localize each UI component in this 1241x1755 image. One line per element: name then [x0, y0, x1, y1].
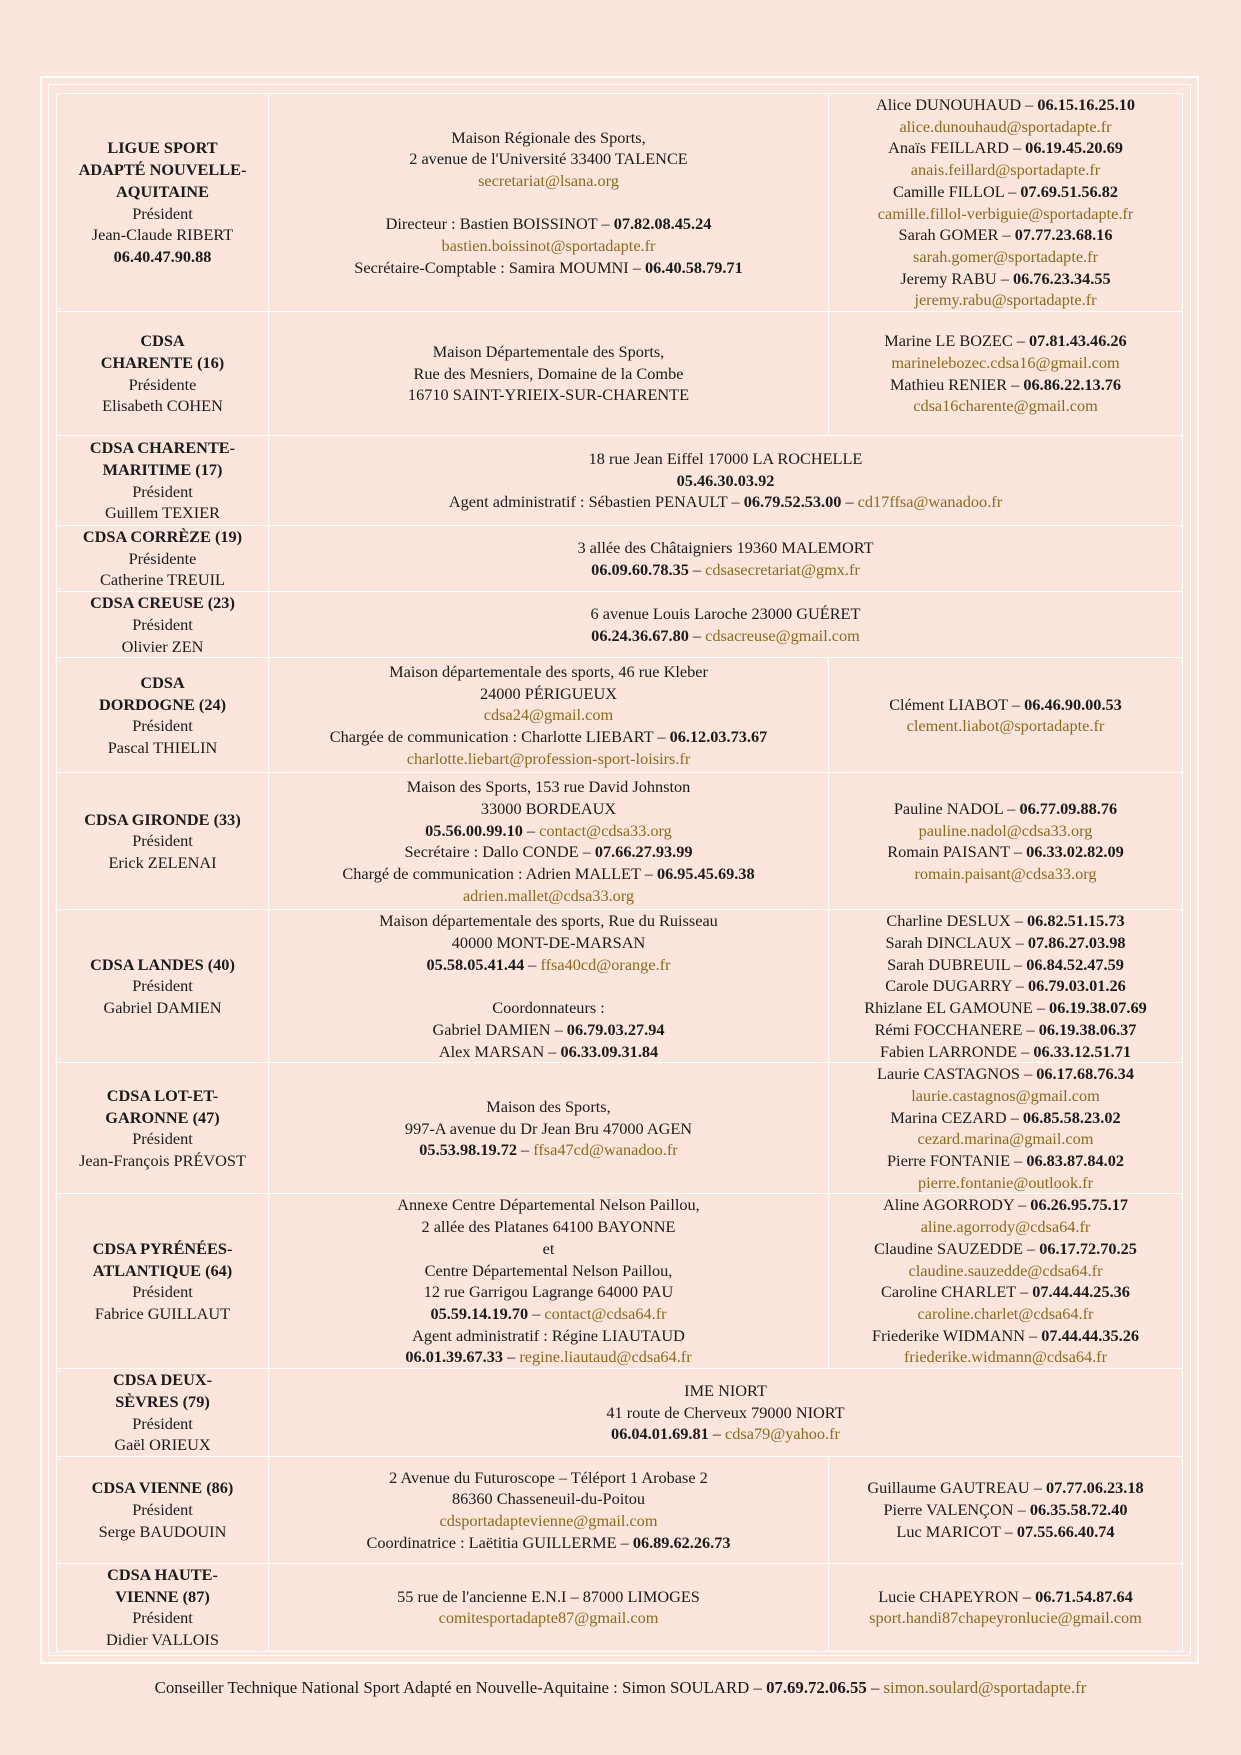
separator: –	[841, 492, 858, 512]
email-link[interactable]: cd17ffsa@wanadoo.fr	[857, 492, 1003, 512]
address-line: Maison départementale des sports, 46 rue Kleber	[389, 661, 708, 681]
contact-name: Pauline NADOL –	[893, 798, 1020, 818]
comm-phone: 06.12.03.73.67	[669, 727, 768, 747]
org-name: SÈVRES (79)	[115, 1391, 210, 1411]
phone: 05.59.14.19.70	[430, 1303, 529, 1323]
org-name: ATLANTIQUE (64)	[92, 1260, 233, 1280]
contacts-cell	[829, 1563, 1183, 1651]
role: Président	[132, 1500, 193, 1520]
contact-phone: 06.46.90.00.53	[1024, 694, 1122, 714]
contacts-cell	[829, 910, 1183, 1063]
email-link[interactable]: pierre.fontanie@outlook.fr	[917, 1172, 1094, 1192]
phone: 05.46.30.03.92	[676, 470, 775, 490]
separator: –	[708, 1424, 726, 1444]
contact-phone: 07.44.44.35.26	[1041, 1325, 1139, 1345]
address-cell	[269, 1194, 829, 1369]
org-name: CDSA CORRÈZE (19)	[82, 527, 243, 547]
contact-phone: 06.17.72.70.25	[1039, 1238, 1137, 1258]
email-link[interactable]: regine.liautaud@cdsa64.fr	[519, 1347, 692, 1367]
org-name: AQUITAINE	[116, 181, 209, 201]
org-name: VIENNE (87)	[115, 1586, 210, 1606]
phone: 06.04.01.69.81	[611, 1424, 709, 1444]
org-name: LIGUE SPORT	[107, 138, 218, 158]
role: Président	[132, 1608, 193, 1628]
separator: –	[866, 1678, 884, 1697]
contacts-cell	[829, 312, 1183, 436]
footer-advisor	[0, 1678, 1241, 1698]
contact-name: Friederike WIDMANN –	[872, 1325, 1042, 1345]
address-line: 24000 PÉRIGUEUX	[479, 683, 618, 703]
contact-name: Alice DUNOUHAUD –	[875, 95, 1038, 114]
phone: 05.58.05.41.44	[426, 954, 525, 974]
address-line: 41 route de Cherveux 79000 NIORT	[606, 1402, 845, 1422]
contact-name: Romain PAISANT –	[887, 842, 1027, 862]
table-row	[57, 1563, 1183, 1651]
contact-name: Caroline CHARLET –	[881, 1282, 1033, 1302]
role: Président	[132, 1413, 193, 1433]
org-name: CDSA CREUSE (23)	[90, 593, 235, 613]
email-link[interactable]: simon.soulard@sportadapte.fr	[883, 1678, 1087, 1697]
address-line: et	[542, 1238, 555, 1258]
contact-phone: 07.69.51.56.82	[1020, 181, 1119, 201]
org-name: ADAPTÉ NOUVELLE-	[78, 160, 247, 180]
email-link[interactable]: ffsa47cd@wanadoo.fr	[533, 1140, 678, 1160]
org-cell	[57, 1194, 269, 1369]
address-cell	[269, 658, 829, 773]
contact-name: Luc MARICOT –	[896, 1521, 1017, 1541]
org-name: GARONNE (47)	[105, 1107, 220, 1127]
contact-name: Marine LE BOZEC –	[884, 331, 1029, 351]
email-link[interactable]: cezard.marina@gmail.com	[917, 1129, 1094, 1149]
contact-name: Marina CEZARD –	[890, 1107, 1023, 1127]
email-link[interactable]: clement.liabot@sportadapte.fr	[906, 716, 1105, 736]
coord-label: Coordinatrice : Laëtitia GUILLERME –	[366, 1532, 633, 1552]
role: Président	[132, 481, 193, 501]
table-row	[57, 773, 1183, 910]
contact-phone: 06.85.58.23.02	[1022, 1107, 1121, 1127]
director-phone: 07.82.08.45.24	[613, 214, 712, 234]
address-line: 997-A avenue du Dr Jean Bru 47000 AGEN	[404, 1118, 693, 1138]
org-cell	[57, 1563, 269, 1651]
org-cell	[57, 436, 269, 526]
contacts-cell	[829, 1194, 1183, 1369]
footer-label: Conseiller Technique National Sport Adapté en Nouvelle-Aquitaine : Simon SOULARD –	[154, 1678, 767, 1697]
contact-name: Mathieu RENIER –	[889, 374, 1024, 394]
person: Jean-François PRÉVOST	[79, 1151, 246, 1171]
contact-phone: 06.71.54.87.64	[1035, 1586, 1133, 1606]
email-link[interactable]: ffsa40cd@orange.fr	[540, 954, 671, 974]
org-cell	[57, 526, 269, 592]
coord-phone: 06.89.62.26.73	[632, 1532, 731, 1552]
email-link[interactable]: contact@cdsa64.fr	[544, 1303, 667, 1323]
table-row	[57, 1456, 1183, 1563]
role: Présidente	[128, 374, 197, 394]
email-link[interactable]: aline.agorrody@cdsa64.fr	[920, 1217, 1091, 1237]
contact-phone: 07.77.23.68.16	[1014, 225, 1113, 245]
separator: –	[522, 820, 540, 840]
org-name: CDSA GIRONDE (33)	[84, 809, 241, 829]
contact-phone: 07.55.66.40.74	[1016, 1521, 1115, 1541]
contact-phone: 06.33.02.82.09	[1026, 842, 1124, 862]
address-line: Rue des Mesniers, Domaine de la Combe	[413, 363, 684, 383]
email-link[interactable]: cdsportadaptevienne@gmail.com	[439, 1510, 658, 1530]
email-link[interactable]: pauline.nadol@cdsa33.org	[918, 820, 1093, 840]
address-cell	[269, 1369, 1183, 1457]
email-link[interactable]: marinelebozec.cdsa16@gmail.com	[891, 352, 1120, 372]
agent-label: Agent administratif : Régine LIAUTAUD	[412, 1325, 685, 1345]
director-label: Directeur : Bastien BOISSINOT –	[385, 214, 614, 234]
contacts-cell	[829, 1456, 1183, 1563]
email-link[interactable]: charlotte.liebart@profession-sport-loisirs.fr	[406, 748, 691, 768]
email-link[interactable]: adrien.mallet@cdsa33.org	[462, 885, 635, 905]
contact-phone: 06.19.45.20.69	[1025, 138, 1123, 158]
address-cell	[269, 94, 829, 312]
secretary-label: Secrétaire-Comptable : Samira MOUMNI –	[354, 257, 646, 277]
role: Président	[132, 614, 193, 634]
person: Catherine TREUIL	[100, 570, 225, 590]
contact-name: Laurie CASTAGNOS –	[877, 1064, 1037, 1084]
email-link[interactable]: contact@cdsa33.org	[539, 820, 672, 840]
email-link[interactable]: caroline.charlet@cdsa64.fr	[917, 1303, 1094, 1323]
phone: 06.40.47.90.88	[113, 246, 212, 266]
contacts-cell	[829, 94, 1183, 312]
address-cell	[269, 312, 829, 436]
table-row	[57, 312, 1183, 436]
contact-phone: 06.35.58.72.40	[1029, 1500, 1128, 1520]
contact-name: Pierre VALENÇON –	[883, 1500, 1030, 1520]
contact-name: Sarah DINCLAUX –	[885, 932, 1028, 952]
address-cell	[269, 526, 1183, 592]
address-line: 86360 Chasseneuil-du-Poitou	[451, 1489, 646, 1509]
address-line: 3 allée des Châtaigniers 19360 MALEMORT	[577, 537, 874, 557]
contact-phone: 07.77.06.23.18	[1045, 1478, 1144, 1498]
address-line: 16710 SAINT-YRIEIX-SUR-CHARENTE	[407, 385, 690, 405]
comm-label: Chargé de communication : Adrien MALLET –	[342, 863, 657, 883]
table-row	[57, 1063, 1183, 1194]
address-line: 33000 BORDEAUX	[480, 798, 617, 818]
email-link[interactable]: camille.fillol-verbiguie@sportadapte.fr	[877, 203, 1134, 223]
email-link[interactable]: comitesportadapte87@gmail.com	[438, 1608, 659, 1628]
role: Président	[132, 976, 193, 996]
separator: –	[503, 1347, 520, 1367]
table-row	[57, 436, 1183, 526]
contact-phone: 06.26.95.75.17	[1030, 1195, 1128, 1215]
secretary-label: Secrétaire : Dallo CONDE –	[404, 842, 595, 862]
contact-phone: 06.19.38.07.69	[1049, 998, 1147, 1018]
org-name: CDSA VIENNE (86)	[91, 1478, 234, 1498]
phone: 06.24.36.67.80	[591, 625, 689, 645]
email-link[interactable]: sarah.gomer@sportadapte.fr	[913, 246, 1098, 266]
contact-name: Pierre FONTANIE –	[886, 1151, 1027, 1171]
address-line: 55 rue de l'ancienne E.N.I – 87000 LIMOGES	[397, 1586, 700, 1606]
directory-table	[56, 93, 1183, 1652]
org-name: CDSA HAUTE-	[107, 1564, 218, 1584]
coord-name: Alex MARSAN –	[438, 1041, 561, 1061]
email-link[interactable]: jeremy.rabu@sportadapte.fr	[914, 290, 1097, 310]
comm-phone: 06.95.45.69.38	[656, 863, 755, 883]
contact-name: Aline AGORRODY –	[883, 1195, 1031, 1215]
person: Gaël ORIEUX	[114, 1435, 211, 1455]
coord-phone: 06.33.09.31.84	[560, 1041, 659, 1061]
role: Président	[132, 1129, 193, 1149]
contact-phone: 06.84.52.47.59	[1026, 954, 1124, 974]
contact-phone: 06.83.87.84.02	[1026, 1151, 1124, 1171]
separator: –	[524, 954, 541, 974]
org-cell	[57, 1456, 269, 1563]
address-cell	[269, 1563, 829, 1651]
email-link[interactable]: laurie.castagnos@gmail.com	[911, 1085, 1100, 1105]
address-cell	[269, 773, 829, 910]
org-name: MARITIME (17)	[102, 459, 223, 479]
email-link[interactable]: romain.paisant@cdsa33.org	[914, 863, 1097, 883]
role: Président	[132, 831, 193, 851]
contacts-cell	[829, 658, 1183, 773]
person: Elisabeth COHEN	[102, 396, 223, 416]
org-cell	[57, 773, 269, 910]
email-link[interactable]: anais.feillard@sportadapte.fr	[910, 160, 1101, 180]
contact-name: Fabien LARRONDE –	[880, 1041, 1034, 1061]
contact-phone: 06.82.51.15.73	[1026, 911, 1125, 931]
phone: 06.09.60.78.35	[591, 559, 689, 579]
coord-phone: 06.79.03.27.94	[566, 1019, 665, 1039]
org-name: DORDOGNE (24)	[98, 694, 227, 714]
org-name: CDSA DEUX-	[112, 1370, 213, 1390]
email-link[interactable]: alice.dunouhaud@sportadapte.fr	[899, 116, 1112, 136]
table-row	[57, 592, 1183, 658]
phone: 05.53.98.19.72	[419, 1140, 517, 1160]
role: Président	[132, 1282, 193, 1302]
contact-phone: 06.79.03.01.26	[1028, 976, 1126, 996]
contact-phone: 06.33.12.51.71	[1033, 1041, 1131, 1061]
agent-label: Agent administratif : Sébastien PENAULT –	[448, 492, 744, 512]
table-row	[57, 94, 1183, 312]
contact-name: Rhizlane EL GAMOUNE –	[864, 998, 1050, 1018]
address-line: 18 rue Jean Eiffel 17000 LA ROCHELLE	[588, 448, 863, 468]
address-line: 40000 MONT-DE-MARSAN	[451, 933, 646, 952]
contact-phone: 06.19.38.06.37	[1038, 1019, 1137, 1039]
separator: –	[688, 559, 706, 579]
email-link[interactable]: cdsa79@yahoo.fr	[725, 1424, 840, 1444]
org-cell	[57, 910, 269, 1063]
contact-phone: 07.81.43.46.26	[1029, 331, 1127, 351]
separator: –	[516, 1140, 534, 1160]
secretary-phone: 07.66.27.93.99	[594, 842, 693, 862]
org-name: CDSA PYRÉNÉES-	[92, 1238, 233, 1258]
address-cell	[269, 1063, 829, 1194]
email-link[interactable]: sport.handi87chapeyronlucie@gmail.com	[869, 1608, 1142, 1628]
email-link[interactable]: secretariat@lsana.org	[478, 170, 619, 190]
contact-name: Lucie CHAPEYRON –	[878, 1586, 1036, 1606]
table-row	[57, 1194, 1183, 1369]
address-line: Maison départementale des sports, Rue du Ruisseau	[379, 911, 718, 931]
comm-label: Chargée de communication : Charlotte LIEBART –	[329, 727, 670, 747]
address-cell	[269, 1456, 829, 1563]
org-cell	[57, 94, 269, 312]
table-row	[57, 526, 1183, 592]
address-line: 12 rue Garrigou Lagrange 64000 PAU	[423, 1282, 674, 1302]
address-line: Maison des Sports, 153 rue David Johnston	[406, 777, 691, 797]
contact-phone: 07.86.27.03.98	[1027, 932, 1126, 952]
contacts-cell	[829, 1063, 1183, 1194]
contact-name: Claudine SAUZEDDE –	[874, 1238, 1040, 1258]
coord-title: Coordonnateurs :	[492, 998, 605, 1018]
secretary-phone: 06.40.58.79.71	[645, 257, 743, 277]
table-row	[57, 658, 1183, 773]
contact-name: Sarah DUBREUIL –	[887, 954, 1027, 974]
person: Olivier ZEN	[121, 636, 204, 656]
email-link[interactable]: claudine.sauzedde@cdsa64.fr	[908, 1260, 1103, 1280]
org-name: CDSA LOT-ET-	[106, 1085, 219, 1105]
separator: –	[688, 625, 706, 645]
agent-phone: 06.01.39.67.33	[405, 1347, 504, 1367]
address-line: Maison Départementale des Sports,	[432, 341, 665, 361]
person: Didier VALLOIS	[106, 1630, 219, 1650]
contact-name: Sarah GOMER –	[898, 225, 1015, 245]
address-line: Annexe Centre Départemental Nelson Paillou,	[397, 1195, 700, 1215]
agent-phone: 06.79.52.53.00	[743, 492, 842, 512]
contact-phone: 06.15.16.25.10	[1037, 95, 1136, 114]
address-line: 2 avenue de l'Université 33400 TALENCE	[409, 149, 688, 169]
address-line: Centre Départemental Nelson Paillou,	[424, 1260, 673, 1280]
phone: 05.56.00.99.10	[425, 820, 523, 840]
address-line: Maison Régionale des Sports,	[451, 127, 646, 147]
org-cell	[57, 312, 269, 436]
role: Président	[132, 203, 193, 223]
table-row	[57, 910, 1183, 1063]
person: Jean-Claude RIBERT	[91, 225, 234, 245]
org-cell	[57, 1063, 269, 1194]
role: Présidente	[128, 548, 197, 568]
coord-name: Gabriel DAMIEN –	[432, 1019, 567, 1039]
address-line: 2 Avenue du Futuroscope – Téléport 1 Arobase 2	[389, 1467, 708, 1487]
email-link[interactable]: bastien.boissinot@sportadapte.fr	[441, 236, 656, 256]
org-name: CDSA LANDES (40)	[90, 954, 235, 974]
address-cell	[269, 592, 1183, 658]
contact-name: Carole DUGARRY –	[885, 976, 1029, 996]
address-line: IME NIORT	[684, 1380, 767, 1400]
org-name: CDSA CHARENTE-	[89, 438, 236, 458]
email-link[interactable]: cdsa24@gmail.com	[483, 705, 614, 725]
email-link[interactable]: friederike.widmann@cdsa64.fr	[903, 1347, 1108, 1367]
address-cell	[269, 436, 1183, 526]
contact-name: Camille FILLOL –	[892, 181, 1021, 201]
contacts-cell	[829, 773, 1183, 910]
contact-phone: 06.86.22.13.76	[1023, 374, 1122, 394]
email-link[interactable]: cdsasecretariat@gmx.fr	[705, 559, 860, 579]
contact-phone: 06.77.09.88.76	[1019, 798, 1118, 818]
contact-name: Clément LIABOT –	[889, 694, 1025, 714]
contact-name: Jeremy RABU –	[900, 268, 1013, 288]
org-cell	[57, 592, 269, 658]
person: Gabriel DAMIEN	[103, 998, 222, 1018]
person: Serge BAUDOUIN	[98, 1521, 227, 1541]
org-cell	[57, 1369, 269, 1457]
contact-phone: 06.76.23.34.55	[1012, 268, 1111, 288]
address-line: Maison des Sports,	[486, 1096, 611, 1116]
person: Erick ZELENAI	[108, 853, 217, 873]
contact-name: Guillaume GAUTREAU –	[867, 1478, 1046, 1498]
contact-name: Rémi FOCCHANERE –	[874, 1019, 1039, 1039]
address-line: 2 allée des Platanes 64100 BAYONNE	[421, 1217, 676, 1237]
role: Président	[132, 716, 193, 736]
contact-name: Charline DESLUX –	[886, 911, 1027, 931]
separator: –	[528, 1303, 545, 1323]
email-link[interactable]: cdsacreuse@gmail.com	[705, 625, 860, 645]
contact-name: Anaïs FEILLARD –	[888, 138, 1026, 158]
person: Guillem TEXIER	[104, 503, 220, 523]
person: Pascal THIELIN	[107, 737, 218, 757]
address-cell	[269, 910, 829, 1063]
org-name: CDSA	[140, 331, 185, 351]
contact-phone: 06.17.68.76.34	[1036, 1064, 1134, 1084]
footer-phone: 07.69.72.06.55	[766, 1678, 867, 1697]
org-cell	[57, 658, 269, 773]
contact-phone: 07.44.44.25.36	[1032, 1282, 1130, 1302]
org-name: CHARENTE (16)	[100, 352, 225, 372]
person: Fabrice GUILLAUT	[94, 1303, 231, 1323]
email-link[interactable]: cdsa16charente@gmail.com	[913, 396, 1098, 416]
address-line: 6 avenue Louis Laroche 23000 GUÉRET	[590, 603, 861, 623]
org-name: CDSA	[140, 672, 185, 692]
table-row	[57, 1369, 1183, 1457]
